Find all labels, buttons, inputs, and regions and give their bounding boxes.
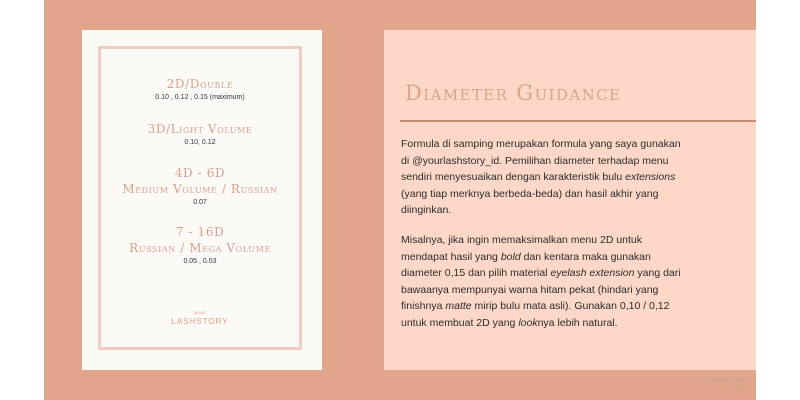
card-section-title: 2D/Double xyxy=(166,77,234,91)
paragraph-line: Formula di samping merupakan formula yang saya gunakan xyxy=(401,138,681,150)
paragraph-line: finishnya matte mirip bulu mata asli). Gunakan 0,10 / 0,12 xyxy=(401,300,670,312)
card-section-3d xyxy=(98,121,302,148)
card-section-subtitle: Medium Volume / Russian xyxy=(122,182,278,196)
card-section-values: 0.05 , 0.03 xyxy=(183,258,217,265)
paragraph-line: diinginkan. xyxy=(401,204,452,216)
paragraph-formula xyxy=(401,136,751,219)
card-section-subtitle: Russian / Mega Volume xyxy=(129,241,271,255)
card-section-title: 3D/Light Volume xyxy=(147,122,253,136)
card-section-7d-16d xyxy=(98,224,302,267)
watermark-platform: Udemy xyxy=(728,387,748,393)
card-section-2d xyxy=(98,76,302,103)
paragraph-line: bawaanya mempunyai warna hitam pekat (hindari yang xyxy=(401,283,659,296)
card-section-values: 0.10, 0.12 xyxy=(184,139,216,146)
watermark-credit: RAZ Moders 2022 xyxy=(699,379,748,385)
logo-script-text: your xyxy=(194,310,206,316)
card-section-title: 7 - 16D xyxy=(175,225,225,239)
card-section-values: 0.10 , 0.12 , 0.15 (maximum) xyxy=(155,94,245,101)
paragraph-line: (yang tiap merknya berbeda-beda) dan hasil akhir yang xyxy=(401,187,659,200)
paragraph-line: diameter 0,15 dan pilih material eyelash extension yang dari xyxy=(401,267,681,279)
card-section-title: 4D - 6D xyxy=(174,166,226,180)
paragraph-line: di @yourlashstory_id. Pemilihan diameter terhadap menu xyxy=(401,154,669,167)
paragraph-example xyxy=(401,232,751,331)
logo-wordmark: LASHSTORY xyxy=(171,317,229,326)
paragraph-line: mendapat hasil yang bold dan kentara maka gunakan xyxy=(401,250,651,263)
paragraph-line: Misalnya, jika ingin memaksimalkan menu 2D untuk xyxy=(401,234,643,246)
paragraph-line: untuk membuat 2D yang looknya lebih natural. xyxy=(401,316,618,329)
card-section-values: 0.07 xyxy=(193,199,207,206)
paragraph-line: sendiri menyesuaikan dengan karakteristik bulu extensions xyxy=(401,171,676,183)
panel-divider xyxy=(400,120,756,122)
panel-title: Diameter Guidance xyxy=(405,81,622,105)
card-section-4d-6d xyxy=(98,165,302,208)
lashstory-logo xyxy=(98,310,302,327)
